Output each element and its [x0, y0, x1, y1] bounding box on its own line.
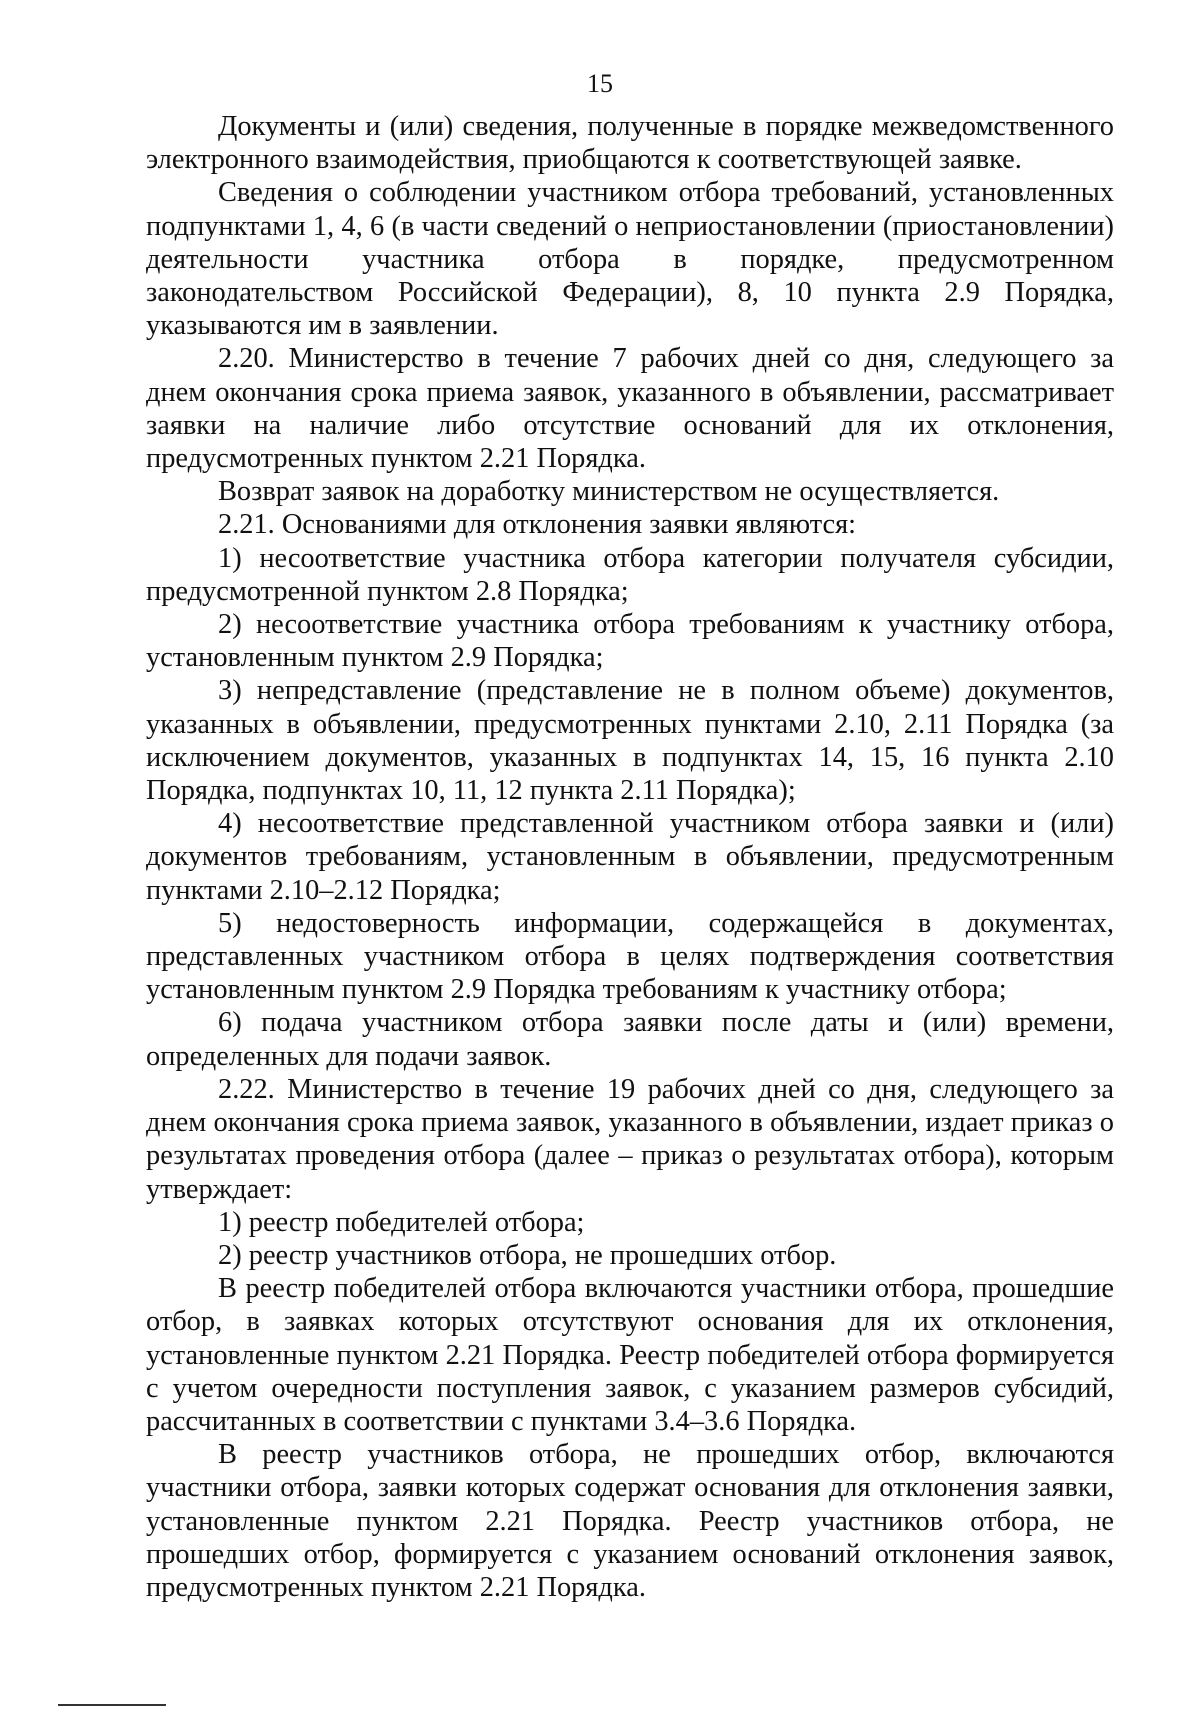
paragraph-compliance-info: Сведения о соблюдении участником отбора требований, установленных подпунктами 1, 4, 6 (в части сведений о неприостановлении (приостановлении) деятельности участника отбора в порядке, предусмотренном законодательством Российской Федерации), 8, 10 пункта 2.9 Порядка, указываются им в заявлении.	[146, 177, 1114, 342]
paragraph-no-return: Возврат заявок на доработку министерством не осуществляется.	[218, 476, 1000, 508]
footer-divider	[58, 1704, 166, 1706]
paragraph-rejected-registry: В реестр участников отбора, не прошедших отбор, включаются участники отбора, заявки которых содержат основания для отклонения заявки, установленные пунктом 2.21 Порядка. Реестр участников отбора, не прошедших отбор, формируется с указанием оснований отклонения заявок, предусмотренных пунктом 2.21 Порядка.	[146, 1439, 1114, 1603]
list-item-3: 3) непредставление (представление не в полном объеме) документов, указанных в объявлении, предусмотренных пунктами 2.10, 2.11 Порядка (за исключением документов, указанных в подпунктах 14, 15, 16 пункта 2.10 Порядка, подпунктах 10, 11, 12 пункта 2.11 Порядка);	[146, 675, 1114, 807]
page-number: 15	[587, 69, 613, 98]
list-item-2: 2) несоответствие участника отбора требованиям к участнику отбора, установленным пунктом 2.9 Порядка;	[146, 609, 1114, 674]
list-item-1: 1) несоответствие участника отбора категории получателя субсидии, предусмотренной пунктом 2.8 Порядка;	[146, 542, 1114, 607]
paragraph-winners-registry: В реестр победителей отбора включаются участники отбора, прошедшие отбор, в заявках которых отсутствуют основания для их отклонения, установленные пунктом 2.21 Порядка. Реестр победителей отбора формируется с учетом очередности поступления заявок, с указанием размеров субсидий, рассчитанных в соответствии с пунктами 3.4–3.6 Порядка.	[146, 1273, 1114, 1437]
paragraph-interagency-documents: Документы и (или) сведения, полученные в порядке межведомственного электронного взаимодействия, приобщаются к соответствующей заявке.	[146, 111, 1114, 176]
registry-item-1: 1) реестр победителей отбора;	[218, 1206, 585, 1238]
registry-item-2: 2) реестр участников отбора, не прошедших отбор.	[218, 1239, 837, 1271]
list-item-4: 4) несоответствие представленной участником отбора заявки и (или) документов требованиям, установленным в объявлении, предусмотренным пунктами 2.10–2.12 Порядка;	[146, 808, 1114, 906]
paragraph-2-22: 2.22. Министерство в течение 19 рабочих дней со дня, следующего за днем окончания срока приема заявок, указанного в объявлении, издает приказ о результатах проведения отбора (далее – приказ о результатах отбора), которым утверждает:	[146, 1073, 1114, 1205]
paragraph-2-21: 2.21. Основаниями для отклонения заявки являются:	[218, 509, 857, 541]
paragraph-2-20: 2.20. Министерство в течение 7 рабочих дней со дня, следующего за днем окончания срока приема заявок, указанного в объявлении, рассматривает заявки на наличие либо отсутствие оснований для их отклонения, предусмотренных пунктом 2.21 Порядка.	[146, 343, 1114, 475]
document-body	[146, 110, 1114, 1604]
list-item-6: 6) подача участником отбора заявки после даты и (или) времени, определенных для подачи заявок.	[146, 1007, 1114, 1072]
list-item-5: 5) недостоверность информации, содержащейся в документах, представленных участником отбора в целях подтверждения соответствия установленным пунктом 2.9 Порядка требованиям к участнику отбора;	[146, 907, 1114, 1006]
